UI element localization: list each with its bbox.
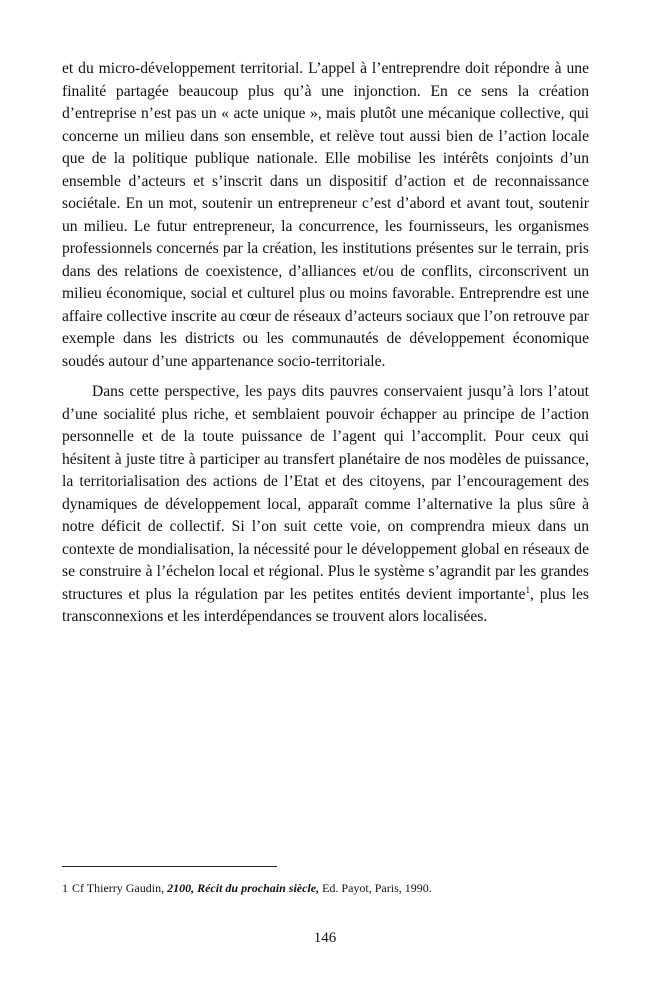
footnote-prefix: Cf Thierry Gaudin, (72, 881, 168, 895)
footnote-suffix: Ed. Payot, Paris, 1990. (319, 881, 432, 895)
paragraph-2 (62, 381, 589, 629)
footnote-work-title: 2100, Récit du prochain siècle, (167, 881, 320, 895)
page-number: 146 (313, 930, 337, 946)
paragraph-2-text-b: , plus les transconnexions et les interdépendances se trouvent alors localisées. (62, 585, 589, 625)
paragraph-2-text-a: Dans cette perspective, les pays dits pauvres conservaient jusqu’à lors l’atout d’une socialité plus riche, et semblaient pouvoir échapper au principe de l’action personnelle et de la toute puissance de l’agent qui l’accomplit. Pour ceux qui hésitent à juste titre à participer au transfert planétaire de nos modèles de puissance, la territorialisation des actions de l’Etat et des citoyens, par l’encouragement des dynamiques de développement local, apparaît comme l’alternative la plus sûre à notre déficit de collectif. Si l’on suit cette voie, on comprendra mieux dans un contexte de mondialisation, la nécessité pour le développement global en réseaux de se construire à l’échelon local et régional. Plus le système s’agrandit par les grandes structures et plus la régulation par les petites entités devient importante (62, 383, 589, 603)
page-body (62, 58, 589, 629)
footnote (62, 880, 589, 896)
footnote-reference[interactable]: 1 (525, 584, 530, 595)
footnote-number: 1 (62, 881, 68, 895)
paragraph-1: et du micro-développement territorial. L’appel à l’entreprendre doit répondre à une finalité partagée beaucoup plus qu’à une injonction. En ce sens la création d’entreprise n’est pas un « acte unique », mais plutôt une mécanique collective, qui concerne un milieu dans son ensemble, et relève tout aussi bien de l’action locale que de la politique publique nationale. Elle mobilise les intérêts conjoints d’un ensemble d’acteurs et s’inscrit dans un dispositif d’action et de reconnaissance sociétale. En un mot, soutenir un entrepreneur c’est d’abord et avant tout, soutenir un milieu. Le futur entrepreneur, la concurrence, les fournisseurs, les organismes professionnels concernés par la création, les institutions présentes sur le terrain, pris dans des relations de coexistence, d’alliances et/ou de conflits, circonscrivent un milieu économique, social et culturel plus ou moins favorable. Entreprendre est une affaire collective inscrite au cœur de réseaux d’acteurs sociaux que l’on retrouve par exemple dans les districts ou les communautés de développement économique soudés autour d’une appartenance socio-territoriale. (62, 60, 589, 370)
footnote-separator (62, 866, 277, 867)
